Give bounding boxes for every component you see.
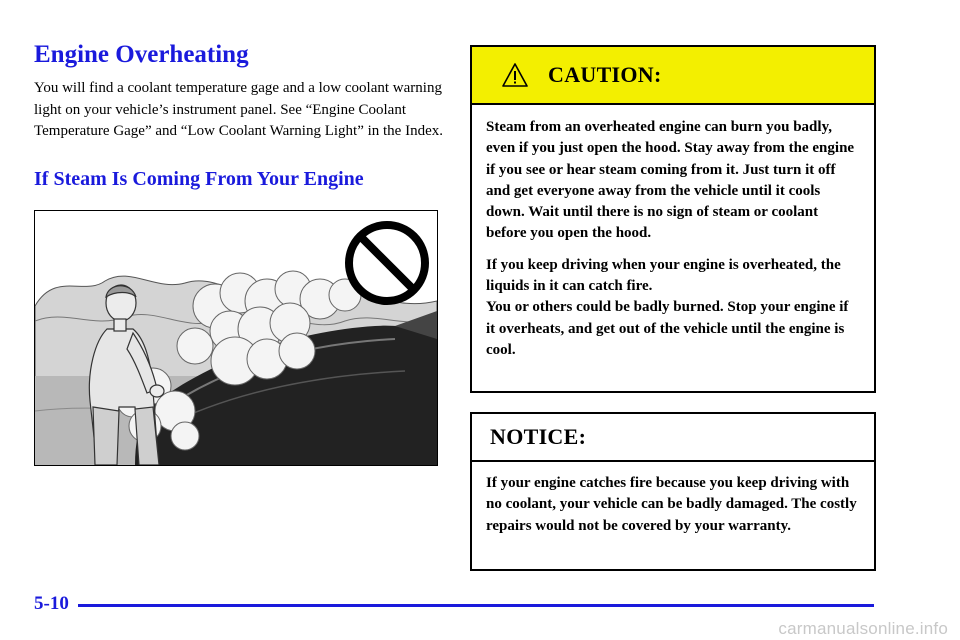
notice-header: [472, 414, 874, 462]
section-subtitle: If Steam Is Coming From Your Engine: [34, 168, 364, 190]
notice-box: [470, 412, 876, 571]
intro-paragraph: You will find a coolant temperature gage and a low coolant warning light on your vehicle’s instrument panel. See “Engine Coolant Temperature Gage” and “Low Coolant Warning Light” in the Index.: [34, 80, 443, 139]
notice-label: NOTICE:: [490, 424, 587, 449]
caution-paragraph-2: If you keep driving when your engine is overheated, the liquids in it can catch fire.: [486, 256, 841, 295]
notice-paragraph: If your engine catches fire because you keep driving with no coolant, your vehicle can be badly damaged. The costly repairs would not be covered by your warranty.: [486, 475, 857, 534]
footer-rule: [78, 604, 874, 607]
caution-paragraph-3: You or others could be badly burned. Stop your engine if it overheats, and get out of the vehicle until the engine is cool.: [486, 299, 849, 358]
illustration-drawing: [35, 211, 437, 465]
caution-body: [472, 105, 874, 361]
caution-header: [472, 47, 874, 105]
notice-body: [472, 462, 874, 537]
steam-engine-illustration: [34, 210, 438, 466]
prohibited-icon: [349, 225, 425, 301]
watermark: carmanualsonline.info: [778, 619, 948, 638]
caution-label: CAUTION:: [548, 62, 662, 87]
page-number: 5-10: [34, 593, 69, 614]
caution-box: [470, 45, 876, 393]
warning-triangle-icon: [502, 62, 528, 88]
page-title: Engine Overheating: [34, 41, 249, 68]
caution-paragraph-1: Steam from an overheated engine can burn you badly, even if you just open the hood. Stay away from the engine if you see or hear steam coming from it. Just turn it off and get everyone away from the vehicle until it cools down. Wait until there is no sign of steam or coolant before you open the hood.: [486, 119, 855, 242]
